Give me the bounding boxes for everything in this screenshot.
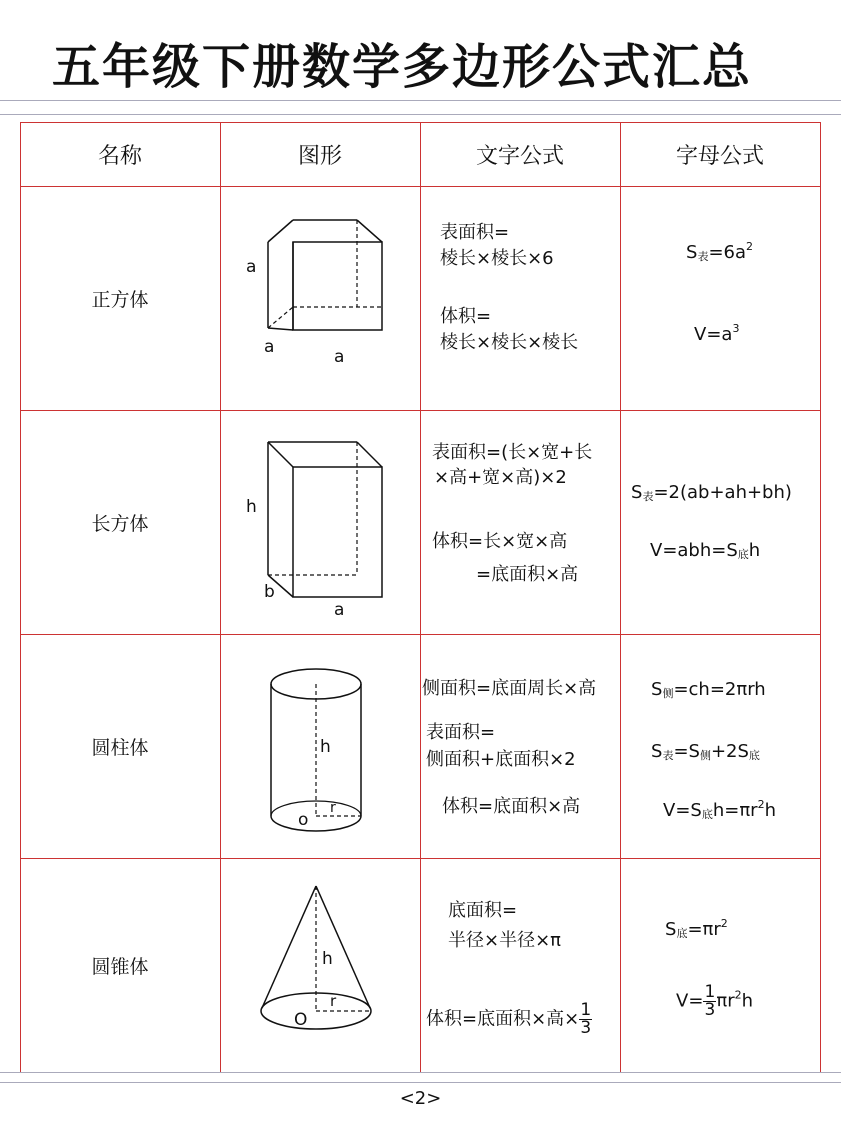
cylinder-surface-formula: 侧面积+底面积×2: [426, 749, 576, 770]
cuboid-surface-formula-cont: ×高+宽×高)×2: [434, 467, 567, 488]
cone-volume-formula: 体积=底面积×高× $\frac{1}{3}$: [426, 1000, 592, 1038]
cylinder-surface-label: 表面积=: [426, 722, 496, 743]
cube-figure: [240, 212, 410, 392]
cylinder-height-label: h: [320, 737, 331, 757]
top-rule-inner: [0, 114, 841, 115]
cuboid-volume-formula-alt: =底面积×高: [476, 564, 579, 585]
row-name-cone: 圆锥体: [91, 955, 149, 978]
formula-table: [20, 122, 821, 1073]
cube-volume-letter-formula: $V=a^3$: [694, 322, 740, 345]
cuboid-volume-formula: 体积=长×宽×高: [432, 531, 568, 552]
cube-volume-label: 体积=: [440, 306, 492, 327]
edge-label: a: [334, 347, 345, 367]
cube-surface-label: 表面积=: [440, 222, 510, 243]
cuboid-volume-letter-formula: $V=abh=S_底h$: [650, 540, 761, 561]
edge-label: b: [264, 582, 275, 602]
cone-base-letter-formula: $S_底=\pi r^2$: [665, 917, 728, 940]
one-third-fraction: $\frac{1}{3}$: [580, 1000, 592, 1038]
table-divider: [620, 122, 621, 1073]
cylinder-lateral-formula: 侧面积=底面周长×高: [422, 678, 597, 699]
cylinder-volume-letter-formula: $V=S_底h=\pi r^2h$: [663, 798, 776, 821]
page-title: 五年级下册数学多边形公式汇总: [52, 39, 753, 95]
row-name-cylinder: 圆柱体: [91, 736, 149, 759]
cone-figure: [252, 882, 402, 1042]
header-letter-formula: 字母公式: [675, 143, 764, 169]
cylinder-lateral-letter-formula: $S_侧=ch=2\pi rh$: [651, 679, 766, 700]
cone-base-label: 底面积=: [448, 900, 518, 921]
cuboid-figure: [240, 437, 410, 622]
table-divider: [420, 122, 421, 1073]
table-border-right: [820, 122, 821, 1073]
row-name-cube: 正方体: [91, 288, 149, 311]
cylinder-figure: [260, 662, 400, 842]
cone-radius-label: r: [330, 992, 337, 1010]
cuboid-surface-letter-formula: $S_表=2(ab+ah+bh)$: [631, 482, 792, 503]
cylinder-radius-label: r: [330, 800, 336, 816]
header-text-formula: 文字公式: [475, 143, 564, 169]
bottom-rule-inner: [0, 1082, 841, 1083]
edge-label: a: [246, 257, 257, 277]
row-name-cuboid: 长方体: [91, 512, 149, 535]
cube-surface-letter-formula: $S_表=6a^2$: [686, 240, 754, 263]
cone-center-label: O: [294, 1010, 308, 1030]
cylinder-surface-letter-formula: $S_表=S_侧+2S_底$: [651, 741, 760, 762]
one-third-fraction: $\frac{1}{3}$: [704, 982, 716, 1020]
edge-label: a: [264, 337, 275, 357]
header-figure: 图形: [297, 143, 342, 169]
cuboid-surface-formula: 表面积=(长×宽+长: [432, 442, 593, 463]
bottom-rule: [0, 1072, 841, 1073]
cylinder-center-label: o: [298, 810, 309, 830]
cube-volume-formula: 棱长×棱长×棱长: [440, 332, 579, 353]
edge-label: h: [246, 497, 257, 517]
top-rule: [0, 100, 841, 101]
header-name: 名称: [97, 143, 142, 169]
table-divider: [220, 122, 221, 1073]
cone-base-formula: 半径×半径×π: [448, 930, 562, 951]
cone-height-label: h: [322, 949, 333, 969]
cylinder-volume-formula: 体积=底面积×高: [442, 796, 581, 817]
cone-volume-letter-formula: V= $\frac{1}{3}$ $\pi r^2h$: [676, 982, 754, 1020]
edge-label: a: [334, 600, 345, 620]
cube-surface-formula: 棱长×棱长×6: [440, 248, 554, 269]
page-number: <2>: [399, 1088, 442, 1109]
